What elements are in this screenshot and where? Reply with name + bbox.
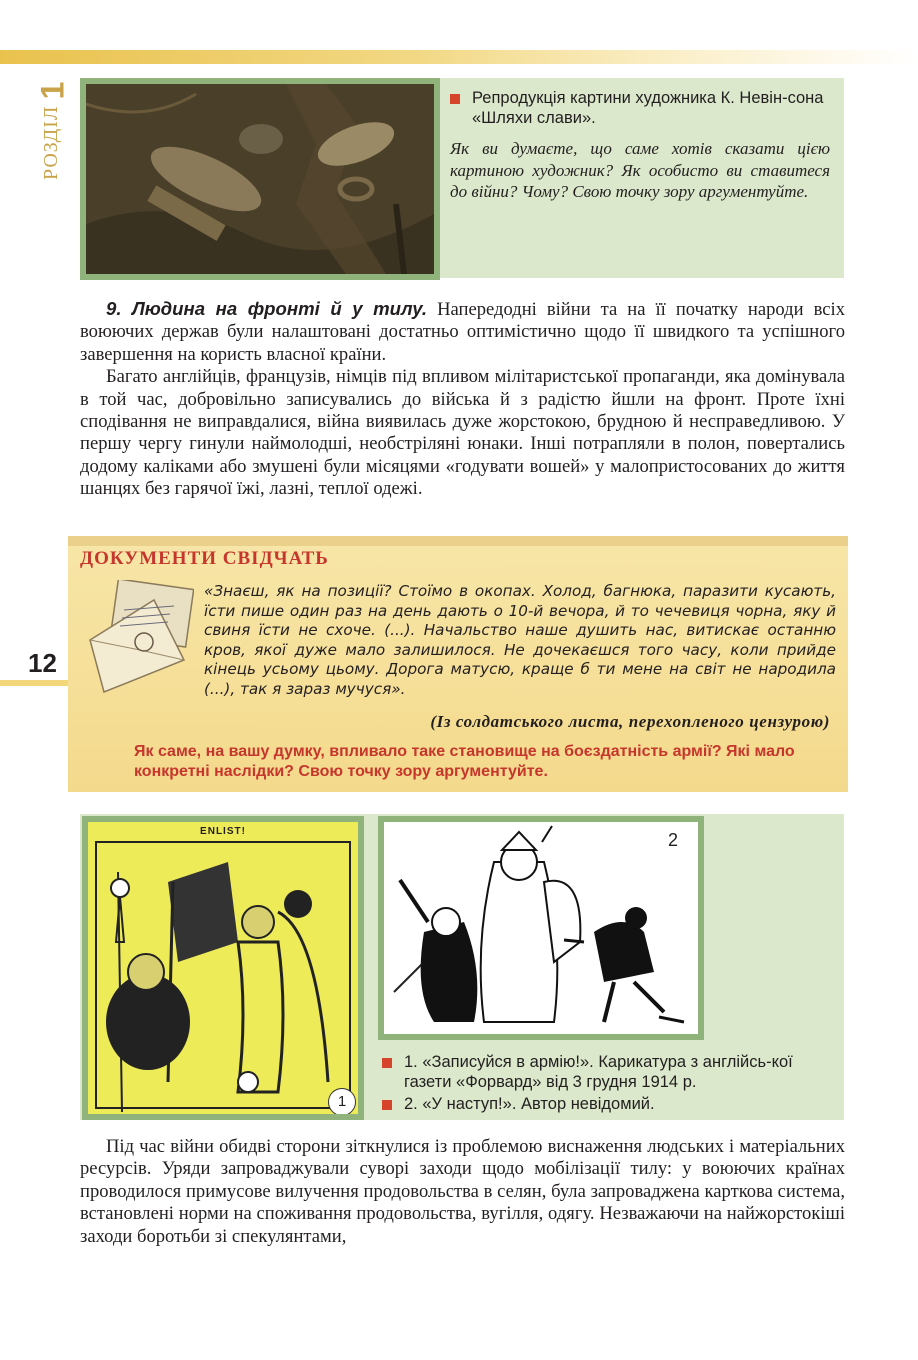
cartoon-2-number: 2 xyxy=(667,830,678,850)
body-section-1 xyxy=(80,298,845,501)
cartoon-1-caption: 1. «Записуйся в армію!». Карикатура з англійсь-кої газети «Форвард» від 3 грудня 1914 р. xyxy=(382,1052,838,1092)
paragraph-2: Багато англійців, французів, німців під впливом мілітаристської пропаганди, яка домінувала в той час, добровільно записувались до війська й з радістю йшли на фронт. Проте їхні сподівання не виправдалися, війна виявилась дуже жорстокою, брудною й несправедливою. У першу чергу гинули наймолодші, необстріляні юнаки. Інші потрапляли в полон, повертались додому каліками або змушені були місяцями «годувати вошей» у малопристосованих до життя шанцях без гарячої їжі, лазні, теплої одежі. xyxy=(80,366,845,500)
paragraph-1 xyxy=(80,298,845,366)
cartoon-enlist-frame xyxy=(82,816,364,1120)
figure-top-caption: Репродукція картини художника К. Невін-сона «Шляхи слави». xyxy=(450,88,830,128)
figure-top-caption-area xyxy=(450,88,830,203)
documents-box xyxy=(68,536,848,792)
figure-top-question: Як ви думаєте, що саме хотів сказати цією картиною художник? Як особисто ви ставитеся до війни? Чому? Свою точку зору аргументуйте. xyxy=(450,139,830,201)
poster-text: ENLIST! xyxy=(200,826,246,837)
paragraph-3: Під час війни обидві сторони зіткнулися із проблемою виснаження людських і матеріальних ресурсів. Уряди запроваджували суворі заходи щодо мобілізації тилу: у воюючих країнах проводилося примусове вилучення продовольства в селян, була запроваджена карткова система, встановлені норми на споживання продовольства, вугілля, одягу. Незважаючи на найжорстокіші заходи боротьби зі спекулянтами, xyxy=(80,1136,845,1247)
section-label: РОЗДІЛ xyxy=(40,105,62,180)
paragraph-lead: 9. Людина на фронті й у тилу. xyxy=(106,298,428,319)
header-band xyxy=(0,50,918,64)
cartoon-advance xyxy=(384,822,698,1034)
painting-paths-of-glory xyxy=(86,84,434,274)
cartoon-1-badge: 1 xyxy=(328,1088,356,1114)
page-number-bar xyxy=(0,680,68,686)
documents-question: Як саме, на вашу думку, впливало таке становище на боєздатність армії? Які мало конкретні наслідки? Свою точку зору аргументуйте. xyxy=(134,743,795,780)
paragraph-1-text: Напередодні війни та на її початку народи всіх воюючих держав були налаштовані достатньо оптимістично щодо її швидкого та успішного завершення на користь власної країни. xyxy=(80,299,845,365)
documents-source: (Із солдатського листа, перехопленого цензурою) xyxy=(430,712,830,731)
cartoon-2-caption: 2. «У наступ!». Автор невідомий. xyxy=(382,1094,838,1114)
section-number: 1 xyxy=(34,81,71,100)
documents-title: ДОКУМЕНТИ СВІДЧАТЬ xyxy=(80,548,329,569)
page-number: 12 xyxy=(28,648,57,678)
letters-icon xyxy=(84,580,194,698)
documents-quote: «Знаєш, як на позиції? Стоїмо в окопах. Холод, багнюка, паразити кусають, їсти пише один раз на день дають о 10-й вечора, й то чечевиця чорна, яку й свиня їсти не схоче. (...). Начальство наше душить нас, витискає останню кров, якої дуже мало залишилося. Не дочекаєшся того часу, коли прийде кінець усьому цьому. Дорога матусю, краще б ти мене на світ не народила (...), так я зараз мучуся». xyxy=(204,582,836,698)
cartoon-enlist xyxy=(88,822,358,1114)
cartoons-caption-area xyxy=(382,1052,838,1114)
body-section-2 xyxy=(80,1136,845,1248)
painting-frame xyxy=(80,78,440,280)
section-tag xyxy=(34,74,78,194)
cartoon-advance-frame xyxy=(378,816,704,1040)
